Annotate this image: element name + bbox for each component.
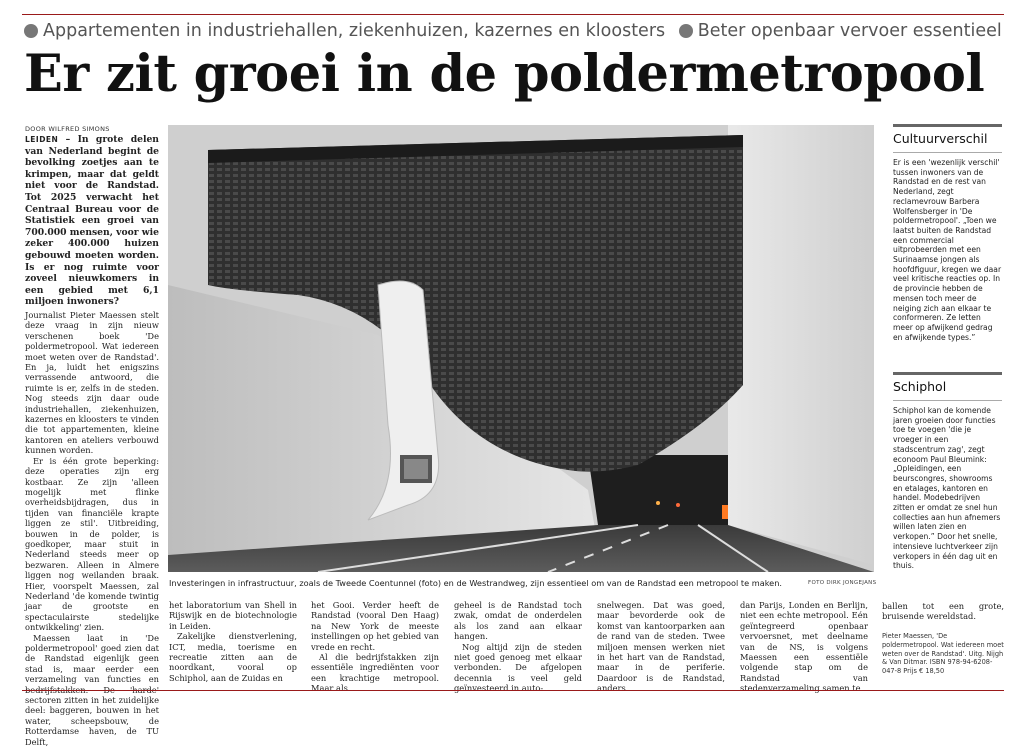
lead-text: – In grote delen van Nederland begint de bevolking zoetjes aan te krimpen, maar dat geldt niet voor de Randstad. Tot 2025 verwacht het Centraal Bureau voor de Statistiek een groei van 700.000 mensen, voor wie zeker 400.000 huizen gebouwd moeten worden. Is er nog ruimte voor zoveel nieuwkomers in een gebied met 6,1 miljoen inwoners? xyxy=(25,134,159,308)
paragraph: dan Parijs, Londen en Berlijn, niet een echte metropool. Eén geïntegreerd openbaar vervoersnet, met deelname van de NS, is volgens Maessen een essentiële volgende stap om de Randstad van stedenverzameling samen te xyxy=(740,600,868,694)
paragraph: Er is één grote beperking: deze operaties zijn erg kostbaar. Ze zijn 'alleen mogelijk met flinke overheidsbijdragen, dus in tijden van financiële krapte liggen ze stil'. Uitbreiding, bouwen in de polder, is goedkoper, maar stuit in Nederland steeds meer op bezwaren. Alleen in Almere liggen nog weilanden braak. Hier, voorspelt Maessen, zal Nederland 'de komende twintig jaar de grootste en spectaculairste stedelijke ontwikkeling' zien. xyxy=(25,455,159,633)
divider xyxy=(893,152,1002,153)
kicker-item-2: Beter openbaar vervoer essentieel xyxy=(697,21,1002,41)
paragraph: Nog altijd zijn de steden niet goed genoeg met elkaar verbonden. De afgelopen decennia is veel geld geïnvesteerd in auto- xyxy=(454,641,582,694)
bullet-icon xyxy=(679,24,693,38)
divider xyxy=(893,124,1002,127)
sidebar-text: Er is een 'wezenlijk verschil' tussen inwoners van de Randstad en de rest van Nederland, zegt reclamevrouw Barbera Wolfensberger in 'De poldermetropool'. „Toen we laatst buiten de Randstad een commercial uitprobeerden met een Surinaamse jongen als hoofdfiguur, kregen we daar veel kritische reacties op. In de provincie hebben de mensen toch meer de neiging zich aan elkaar te conformeren. Ze letten meer op afwijkend gedrag en afwijkende types.” xyxy=(893,158,1002,342)
photo-caption: Investeringen in infrastructuur, zoals de Tweede Coentunnel (foto) en de Westrandweg, zijn essentieel om van de Randstad een metropool te maken. xyxy=(169,578,782,588)
paragraph: het laboratorium van Shell in Rijswijk en de biotechnologie in Leiden. xyxy=(169,600,297,631)
photo-credit: FOTO DIRK JONGEJANS xyxy=(808,580,877,586)
lead-paragraph xyxy=(25,134,159,308)
article-column-2 xyxy=(169,600,297,683)
bullet-icon xyxy=(24,24,38,38)
sidebar-title: Schiphol xyxy=(893,379,947,394)
article-column-1 xyxy=(25,310,159,747)
paragraph: geheel is de Randstad toch zwak, omdat de onderdelen als los zand aan elkaar hangen. xyxy=(454,600,582,642)
sidebar-cultuurverschil xyxy=(893,124,1002,342)
tunnel-photo xyxy=(168,125,874,572)
paragraph: snelwegen. Dat was goed, maar bevorderde ook de komst van kantoorparken aan de rand van de steden. Twee miljoen mensen werken niet in het hart van de Randstad, maar in de periferie. Daardoor is de Randstad, anders xyxy=(597,600,725,694)
article-column-5 xyxy=(597,600,725,694)
article-column-6 xyxy=(740,600,868,694)
article-column-3 xyxy=(311,600,439,694)
paragraph: ballen tot een grote, bruisende wereldstad. xyxy=(882,601,1004,622)
kicker-item-1: Appartementen in industriehallen, ziekenhuizen, kazernes en kloosters xyxy=(43,21,666,41)
divider xyxy=(893,400,1002,401)
paragraph: Maessen laat in 'De poldermetropool' goed zien dat de Randstad eigenlijk geen stad is, maar eerder een verzameling van functies en bedrijfstakken. De 'harde' sectoren zitten in het zuidelijke deel: baggeren, bouwen in het water, scheepsbouw, de Rotterdamse haven, de TU Delft, xyxy=(25,632,159,747)
paragraph: Zakelijke dienstverlening, ICT, media, toerisme en recreatie zitten aan de noordkant, vooral op Schiphol, aan de Zuidas en xyxy=(169,631,297,683)
bottom-rule xyxy=(22,690,1004,691)
book-info: Pieter Maessen, 'De poldermetropool. Wat iedereen moet weten over de Randstad'. Uitg. Nijgh & Van Ditmar. ISBN 978-94-6208-047-8 Prijs € 18,50 xyxy=(882,632,1004,676)
article-column-7 xyxy=(882,601,1004,622)
headline: Er zit groei in de poldermetropool xyxy=(24,44,985,104)
top-rule xyxy=(22,14,1004,15)
byline: DOOR WILFRED SIMONS xyxy=(25,125,110,133)
dateline: LEIDEN xyxy=(25,135,59,144)
sidebar-text: Schiphol kan de komende jaren groeien door functies toe te voegen 'die je vroeger in een stadscentrum zag', zegt econoom Paul Bleumink: „Opleidingen, een beurscongres, showrooms en etalages, kantoren en handel. Modebedrijven zitten er omdat ze snel hun collecties aan hun afnemers willen laten zien en verkopen.” Door het snelle, intensieve luchtverkeer zijn verkopers in één dag uit en thuis. xyxy=(893,406,1001,571)
kicker xyxy=(24,21,1002,41)
paragraph: het Gooi. Verder heeft de Randstad (vooral Den Haag) na New York de meeste instellingen op het gebied van vrede en recht. xyxy=(311,600,439,652)
paragraph: Journalist Pieter Maessen stelt deze vraag in zijn nieuw verschenen boek 'De poldermetropool. Wat iedereen moet weten over de Randstad'. En ja, luidt het enigszins verrassende antwoord, die ruimte is er, zelfs in de steden. Nog steeds zijn daar oude industriehallen, ziekenhuizen, kazernes en kloosters te vinden die tot appartementen, kleine kantoren en ateliers verbouwd kunnen worden. xyxy=(25,310,159,456)
divider xyxy=(893,372,1002,375)
sidebar-title: Cultuurverschil xyxy=(893,131,988,146)
paragraph: Al die bedrijfstakken zijn essentiële ingrediënten voor een krachtige metropool. Maar als xyxy=(311,652,439,694)
sidebar-schiphol xyxy=(893,372,1002,571)
article-column-4 xyxy=(454,600,582,694)
